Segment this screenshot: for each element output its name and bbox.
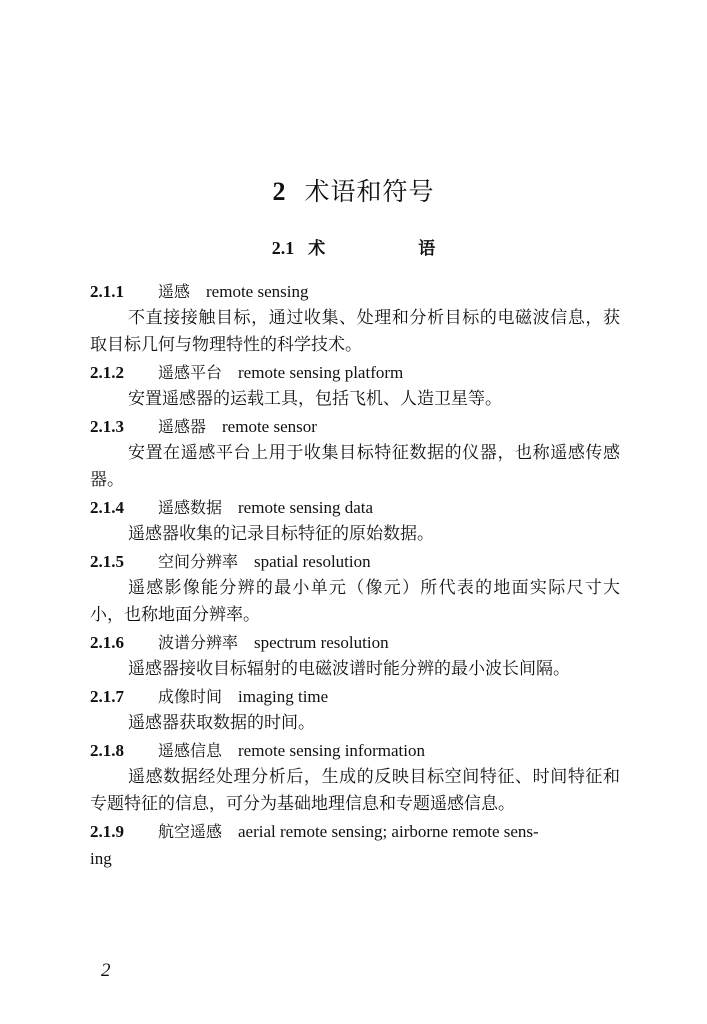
term-chinese: 成像时间	[158, 687, 223, 706]
term-english: remote sensing information	[238, 741, 425, 760]
term-english: spectrum resolution	[254, 633, 389, 652]
term-entry-2-1-2	[90, 359, 620, 413]
term-number: 2.1.8	[90, 741, 124, 760]
term-chinese: 空间分辨率	[158, 552, 239, 571]
term-heading	[90, 548, 620, 575]
section-title	[0, 236, 707, 261]
term-heading	[90, 278, 620, 305]
chapter-title	[0, 176, 707, 208]
term-entry-2-1-7	[90, 683, 620, 737]
term-english: imaging time	[238, 687, 329, 706]
term-number: 2.1.3	[90, 417, 124, 436]
term-english: remote sensing	[206, 282, 309, 301]
term-definition: 遥感器获取数据的时间。	[128, 713, 315, 733]
term-english: remote sensing platform	[238, 363, 404, 382]
term-english: aerial remote sensing; airborne remote sens-	[238, 822, 539, 841]
chapter-number: 2	[272, 177, 287, 206]
term-chinese: 遥感平台	[158, 363, 223, 382]
term-definition: 不直接接触目标，通过收集、处理和分析目标的电磁波信息，获取目标几何与物理特性的科学技术。	[90, 308, 620, 355]
term-heading	[90, 359, 620, 386]
term-entry-2-1-3	[90, 413, 620, 494]
term-definition: 遥感影像能分辨的最小单元（像元）所代表的地面实际尺寸大小，也称地面分辨率。	[90, 578, 620, 625]
term-chinese: 航空遥感	[158, 822, 223, 841]
page-number: 2	[101, 960, 111, 981]
term-chinese: 遥感数据	[158, 498, 223, 517]
term-heading	[90, 413, 620, 440]
term-number: 2.1.1	[90, 282, 124, 301]
term-entry-2-1-1	[90, 278, 620, 359]
term-heading	[90, 629, 620, 656]
term-definition: 遥感数据经处理分析后，生成的反映目标空间特征、时间特征和专题特征的信息，可分为基础地理信息和专题遥感信息。	[90, 767, 620, 814]
term-number: 2.1.4	[90, 498, 124, 517]
term-entry-2-1-8	[90, 737, 620, 818]
term-chinese: 遥感	[158, 282, 191, 301]
term-chinese: 波谱分辨率	[158, 633, 239, 652]
term-number: 2.1.5	[90, 552, 124, 571]
term-english: remote sensor	[222, 417, 317, 436]
term-heading	[90, 737, 620, 764]
term-chinese: 遥感信息	[158, 741, 223, 760]
term-number: 2.1.6	[90, 633, 124, 652]
term-definition: 安置遥感器的运载工具，包括飞机、人造卫星等。	[128, 389, 502, 409]
term-entry-2-1-6	[90, 629, 620, 683]
term-english-continuation: ing	[90, 849, 112, 868]
term-definition: 遥感器收集的记录目标特征的原始数据。	[128, 524, 434, 544]
term-number: 2.1.9	[90, 822, 124, 841]
chapter-title-text: 术语和符号	[304, 177, 435, 206]
term-number: 2.1.7	[90, 687, 124, 706]
term-list	[90, 278, 620, 872]
term-heading	[90, 494, 620, 521]
section-title-text: 术 语	[308, 239, 474, 259]
term-english: remote sensing data	[238, 498, 374, 517]
term-number: 2.1.2	[90, 363, 124, 382]
section-number: 2.1	[271, 238, 295, 258]
term-heading	[90, 683, 620, 710]
term-english: spatial resolution	[254, 552, 371, 571]
term-definition: 安置在遥感平台上用于收集目标特征数据的仪器，也称遥感传感器。	[90, 443, 620, 490]
term-entry-2-1-9	[90, 818, 620, 872]
term-chinese: 遥感器	[158, 417, 207, 436]
term-definition: 遥感器接收目标辐射的电磁波谱时能分辨的最小波长间隔。	[128, 659, 570, 679]
term-heading	[90, 818, 620, 845]
term-entry-2-1-4	[90, 494, 620, 548]
term-entry-2-1-5	[90, 548, 620, 629]
